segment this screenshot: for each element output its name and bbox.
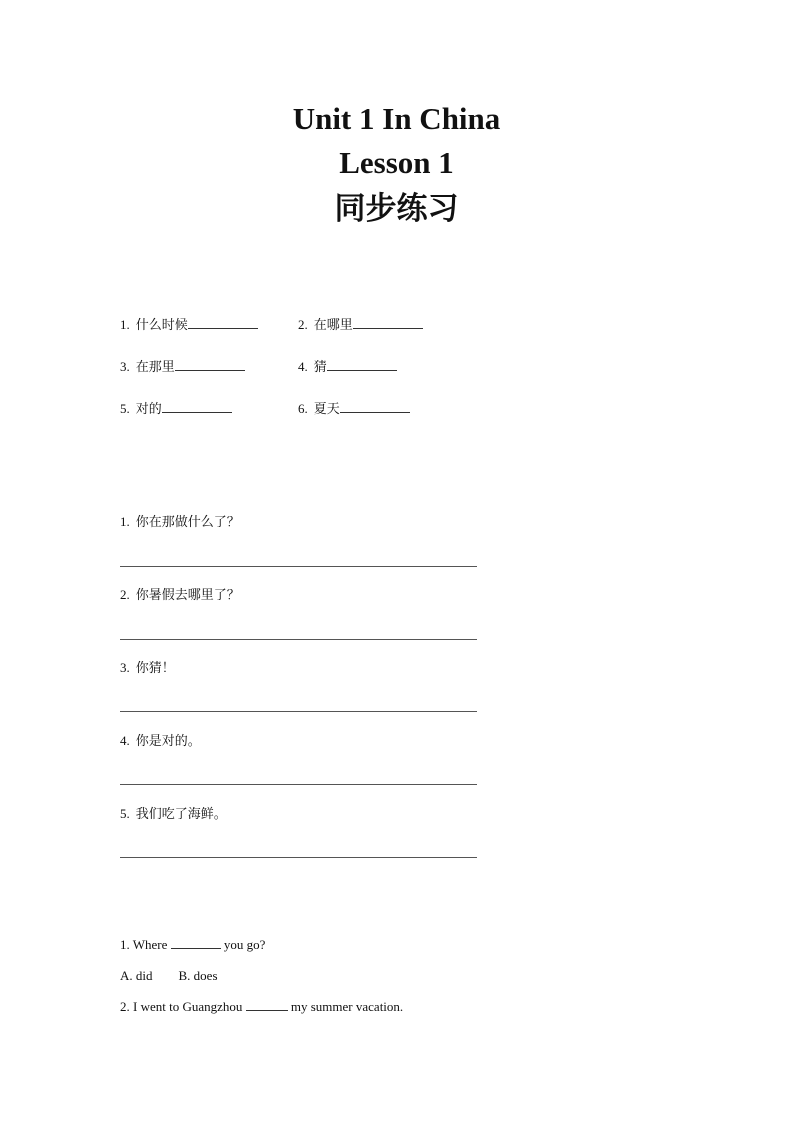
unit-title: Unit 1 In China: [292, 101, 501, 136]
translation-question-2: [120, 586, 240, 605]
vocab-term: 对的: [135, 402, 162, 417]
item-number: 5.: [120, 806, 130, 821]
question-text: 我们吃了海鲜。: [135, 807, 227, 822]
mc-options-1: [120, 967, 244, 985]
item-number: 2.: [298, 317, 308, 332]
item-number: 3.: [120, 660, 130, 675]
answer-blank[interactable]: [171, 936, 221, 949]
vocab-item-5: [120, 400, 232, 419]
translation-question-5: [120, 805, 227, 824]
translation-question-3: [120, 659, 175, 678]
vocab-term: 什么时候: [135, 318, 188, 333]
item-number: 6.: [298, 401, 308, 416]
question-text: 你是对的。: [135, 734, 201, 749]
vocab-term: 夏天: [313, 402, 340, 417]
answer-line-2[interactable]: [120, 639, 477, 640]
vocab-term: 在那里: [135, 360, 175, 375]
answer-blank[interactable]: [340, 400, 410, 413]
answer-line-3[interactable]: [120, 711, 477, 712]
answer-blank[interactable]: [175, 358, 245, 371]
title-block: [0, 97, 793, 233]
answer-line-4[interactable]: [120, 784, 477, 785]
option-a[interactable]: A. did: [120, 968, 153, 983]
vocab-term: 猜: [313, 360, 327, 375]
lesson-title: Lesson 1: [339, 145, 454, 180]
vocab-item-3: [120, 358, 245, 377]
item-number: 1.: [120, 317, 130, 332]
question-text-after: my summer vacation.: [290, 999, 404, 1014]
translation-question-1: [120, 513, 240, 532]
vocab-item-2: [298, 316, 423, 335]
answer-blank[interactable]: [162, 400, 232, 413]
item-number: 3.: [120, 359, 130, 374]
mc-question-2: [120, 998, 403, 1016]
item-number: 5.: [120, 401, 130, 416]
question-text: 你暑假去哪里了？: [135, 588, 240, 603]
translation-question-4: [120, 732, 201, 751]
vocab-item-1: [120, 316, 258, 335]
answer-line-5[interactable]: [120, 857, 477, 858]
vocab-item-6: [298, 400, 410, 419]
answer-blank[interactable]: [188, 316, 258, 329]
vocab-term: 在哪里: [313, 318, 353, 333]
question-text: 你在那做什么了？: [135, 515, 240, 530]
item-number: 4.: [120, 733, 130, 748]
item-number: 2.: [120, 587, 130, 602]
question-text-before: I went to Guangzhou: [133, 999, 243, 1014]
answer-blank[interactable]: [353, 316, 423, 329]
answer-blank[interactable]: [246, 998, 288, 1011]
question-text-before: Where: [132, 937, 168, 952]
item-number: 2.: [120, 999, 130, 1014]
question-text-after: you go?: [223, 937, 266, 952]
option-b[interactable]: B. does: [178, 968, 218, 983]
item-number: 4.: [298, 359, 308, 374]
worksheet-subtitle: 同步练习: [334, 191, 459, 227]
mc-question-1: [120, 936, 265, 954]
item-number: 1.: [120, 937, 130, 952]
question-text: 你猜！: [135, 661, 175, 676]
answer-line-1[interactable]: [120, 566, 477, 567]
vocab-item-4: [298, 358, 397, 377]
item-number: 1.: [120, 514, 130, 529]
answer-blank[interactable]: [327, 358, 397, 371]
